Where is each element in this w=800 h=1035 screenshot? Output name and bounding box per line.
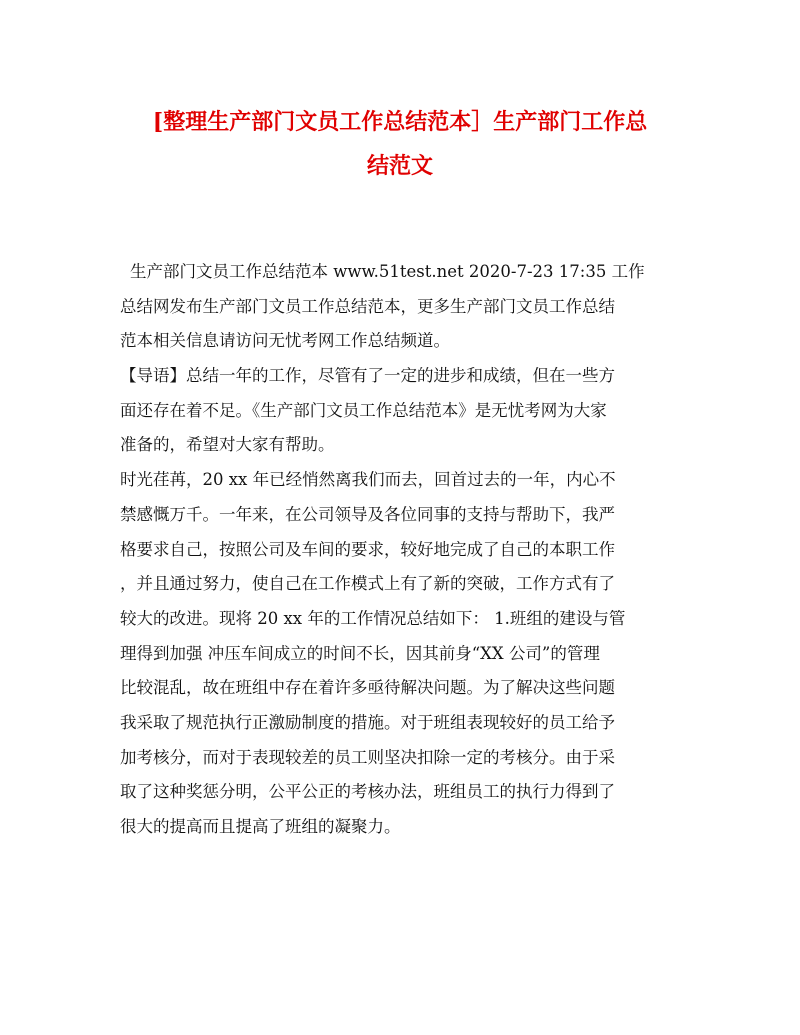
document-title	[110, 100, 690, 188]
body-line-3: 范本相关信息请访问无忧考网工作总结频道。	[120, 331, 450, 351]
title-line-1: [整理生产部门文员工作总结范本］生产部门工作总	[152, 109, 648, 135]
body-line-11: 较大的改进。现将 20 xx 年的工作情况总结如下： 1.班组的建设与管	[120, 608, 626, 628]
title-line-2: 结范文	[366, 153, 433, 179]
body-line-6: 准备的，希望对大家有帮助。	[120, 435, 335, 455]
body-line-8: 禁感慨万千。一年来，在公司领导及各位同事的支持与帮助下，我严	[120, 504, 615, 524]
body-line-15: 加考核分，而对于表现较差的员工则坚决扣除一定的考核分。由于采	[120, 747, 615, 767]
body-line-9: 格要求自己，按照公司及车间的要求，较好地完成了自己的本职工作	[120, 539, 615, 559]
body-line-12: 理得到加强 冲压车间成立的时间不长，因其前身“XX 公司”的管理	[120, 643, 600, 663]
body-line-13: 比较混乱，故在班组中存在着许多亟待解决问题。为了解决这些问题	[120, 678, 615, 698]
body-line-16: 取了这种奖惩分明，公平公正的考核办法，班组员工的执行力得到了	[120, 782, 615, 802]
body-line-10: ，并且通过努力，使自己在工作模式上有了新的突破，工作方式有了	[120, 574, 615, 594]
body-line-14: 我采取了规范执行正激励制度的措施。对于班组表现较好的员工给予	[120, 712, 615, 732]
body-line-4: 【导语】总结一年的工作，尽管有了一定的进步和成绩，但在一些方	[120, 366, 615, 386]
document-body	[120, 255, 700, 845]
body-line-2: 总结网发布生产部门文员工作总结范本，更多生产部门文员工作总结	[120, 296, 615, 316]
body-line-17: 很大的提高而且提高了班组的凝聚力。	[120, 817, 401, 836]
body-line-7: 时光荏苒，20 xx 年已经悄然离我们而去，回首过去的一年，内心不	[120, 470, 616, 490]
body-line-1: 生产部门文员工作总结范本 www.51test.net 2020-7-23 17:35 工作	[130, 262, 645, 281]
body-line-5: 面还存在着不足。《生产部门文员工作总结范本》是无忧考网为大家	[120, 400, 607, 420]
